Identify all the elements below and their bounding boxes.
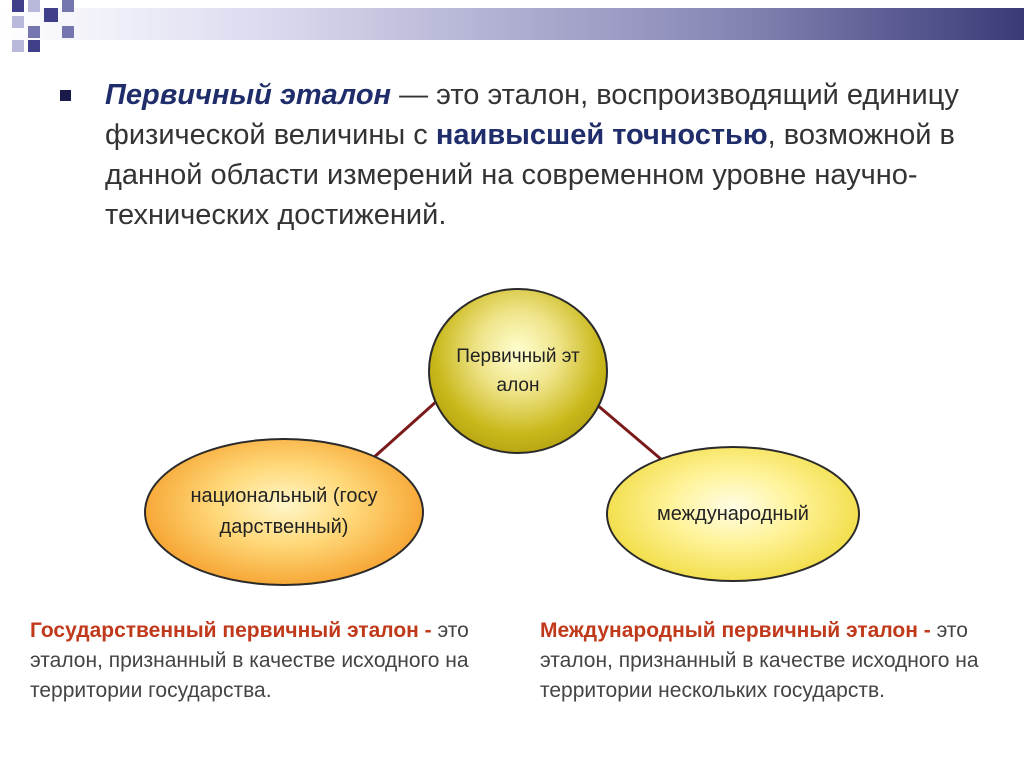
primary-standard-label: Первичный эталон — [456, 346, 580, 396]
international-standard-definition — [540, 616, 1000, 706]
intro-text-before: — это эталон, воспроизводящий единицу физической величины с — [105, 79, 959, 151]
international-standard-label: международный — [657, 502, 809, 525]
international-standard-text: это эталон, признанный в качестве исходного на территории нескольких государств. — [540, 619, 979, 702]
decorative-square — [28, 40, 40, 52]
decorative-square — [12, 40, 24, 52]
international-standard-term: Международный первичный эталон — [540, 619, 918, 642]
intro-text — [105, 75, 980, 235]
state-standard-dash: - — [418, 619, 438, 642]
connector-left — [372, 400, 438, 459]
intro-text-after: , возможной в данной области измерений на современном уровне научно-технических достижений. — [105, 119, 955, 231]
intro-highlight: наивысшей точностью — [435, 119, 768, 151]
national-standard-node — [144, 438, 424, 586]
decorative-square — [12, 16, 24, 28]
intro-paragraph — [60, 75, 980, 235]
state-standard-term: Государственный первичный эталон — [30, 619, 419, 642]
state-standard-definition — [30, 616, 470, 706]
decorative-square — [44, 8, 58, 22]
decorative-square — [62, 26, 74, 38]
primary-standard-node — [428, 288, 608, 454]
state-standard-text: это эталон, признанный в качестве исходного на территории государства. — [30, 619, 469, 702]
connector-right — [596, 404, 662, 460]
national-standard-label: национальный (государственный) — [190, 485, 378, 538]
intro-term: Первичный эталон — [105, 79, 392, 111]
decorative-square — [12, 0, 24, 12]
international-standard-dash: - — [917, 619, 937, 642]
decorative-square — [62, 0, 74, 12]
decorative-square — [28, 0, 40, 12]
decorative-square — [28, 26, 40, 38]
international-standard-node — [606, 446, 860, 582]
bullet-icon — [60, 90, 71, 101]
header-gradient-bar — [0, 8, 1024, 40]
